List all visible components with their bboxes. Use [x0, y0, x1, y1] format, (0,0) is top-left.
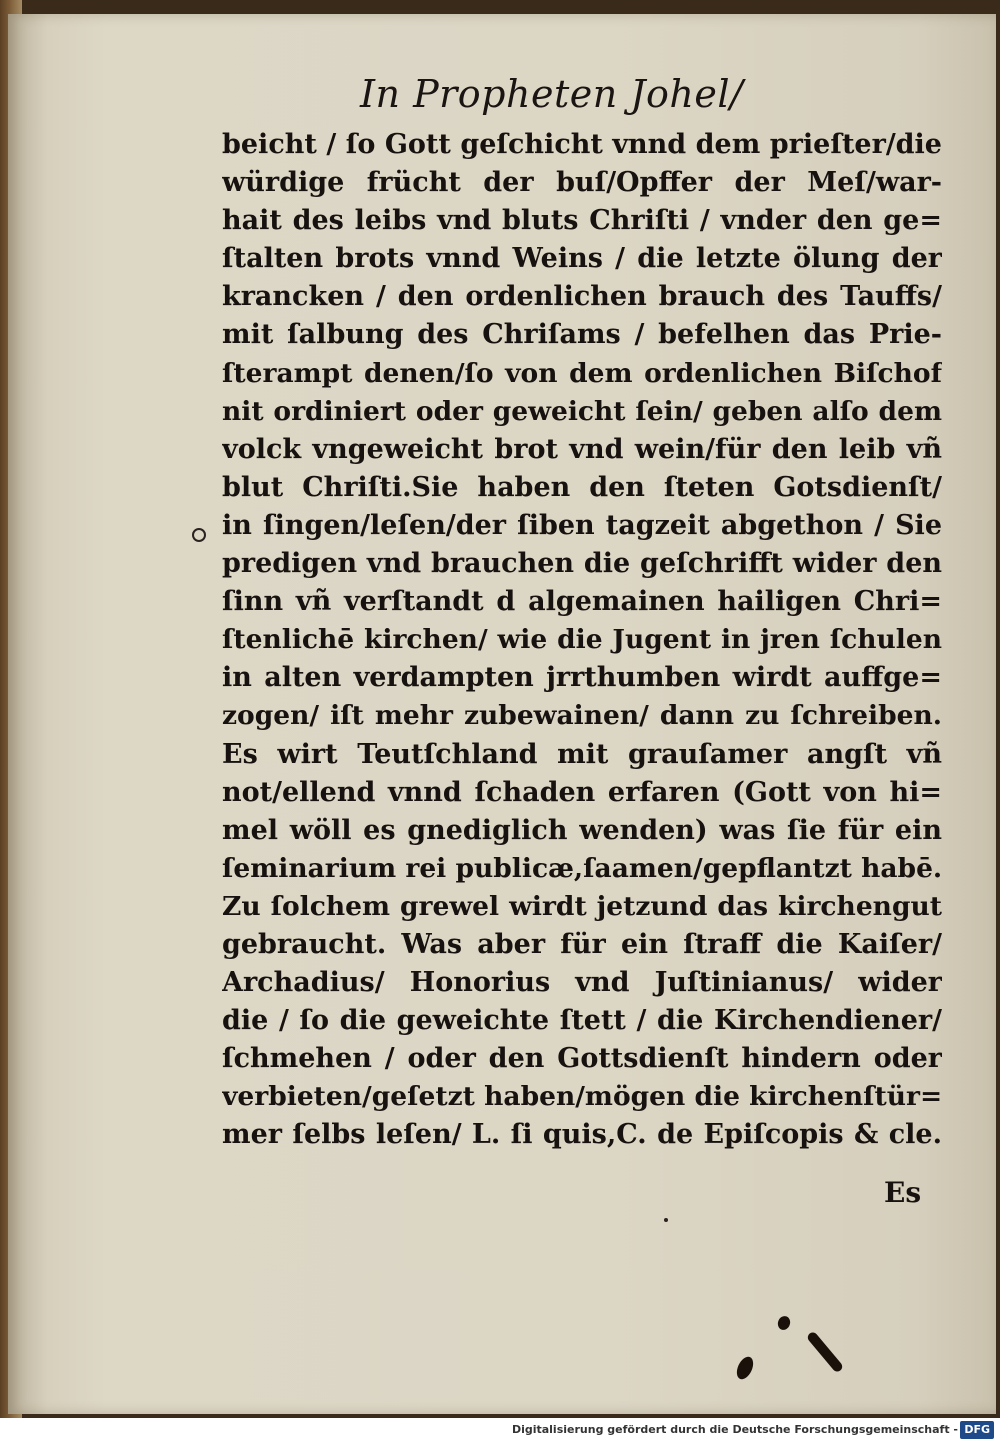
text-line: Archadius/ Honorius vnd Juſtinianus/ wider: [222, 967, 942, 999]
catchword: Es: [884, 1176, 922, 1209]
text-line: zogen/ iſt mehr zubewainen/ dann zu ſchreiben.: [222, 700, 942, 732]
text-line: Es wirt Teutſchland mit grauſamer angſt vñ: [222, 738, 942, 770]
text-line: verbieten/geſetzt haben/mögen die kirchenſtür=: [222, 1081, 942, 1113]
text-line: hait des leibs vnd bluts Chriſti / vnder den ge=: [222, 205, 942, 237]
text-line: ſterampt denen/ſo von dem ordenlichen Biſchof: [222, 357, 942, 389]
text-line: gebraucht. Was aber für ein ſtraff die Kaiſer/: [222, 928, 942, 960]
text-line: mit ſalbung des Chriſams / befelhen das Prie-: [222, 319, 942, 351]
text-line: predigen vnd brauchen die geſchrifft wider den: [222, 548, 942, 580]
text-line: ſeminarium rei publicæ,ſaamen/gepflantzt habē.: [222, 852, 942, 884]
dfg-logo[interactable]: DFG: [960, 1421, 994, 1439]
text-line: in alten verdampten jrrthumben wirdt auffge=: [222, 662, 942, 694]
text-line: volck vngeweicht brot vnd wein/für den leib vñ: [222, 433, 942, 465]
running-head: In Propheten Johel/: [360, 72, 744, 116]
text-line: ſinn vñ verſtandt d algemainen hailigen Chri=: [222, 586, 942, 618]
text-line: mel wöll es gnediglich wenden) was ſie für ein: [222, 814, 942, 846]
text-line: die / ſo die geweichte ſtett / die Kirchendiener/: [222, 1005, 942, 1037]
text-block: [222, 126, 942, 1155]
text-line: in ſingen/leſen/der ſiben tagzeit abgethon / Sie: [222, 509, 942, 541]
text-line: ſchmehen / oder den Gottsdienſt hindern oder: [222, 1043, 942, 1075]
text-line: würdige frücht der buſ/Opffer der Meſ/war-: [222, 167, 942, 199]
ink-dot: [664, 1218, 668, 1222]
text-line: ſtenlichē kirchen/ wie die Jugent in jren ſchulen: [222, 624, 942, 656]
text-line: mer ſelbs leſen/ L. ſi quis,C. de Epiſcopis & cle.: [222, 1119, 942, 1151]
text-line: not/ellend vnnd ſchaden erfaren (Gott von hi=: [222, 776, 942, 808]
footer-credit: Digitalisierung gefördert durch die Deutsche Forschungsgemeinschaft -: [511, 1423, 958, 1436]
marginal-mark: [192, 528, 206, 542]
text-line: ſtalten brots vnnd Weins / die letzte ölung der: [222, 243, 942, 275]
text-line: krancken / den ordenlichen brauch des Tauffs/: [222, 281, 942, 313]
text-line: nit ordiniert oder geweicht ſein/ geben alſo dem: [222, 395, 942, 427]
footer-bar: [0, 1418, 1000, 1444]
text-line: Zu ſolchem grewel wirdt jetzund das kirchengut: [222, 890, 942, 922]
text-line: blut Chriſti.Sie haben den ſteten Gotsdienſt/: [222, 471, 942, 503]
text-line: beicht / ſo Gott geſchicht vnnd dem prieſter/die: [222, 129, 942, 160]
